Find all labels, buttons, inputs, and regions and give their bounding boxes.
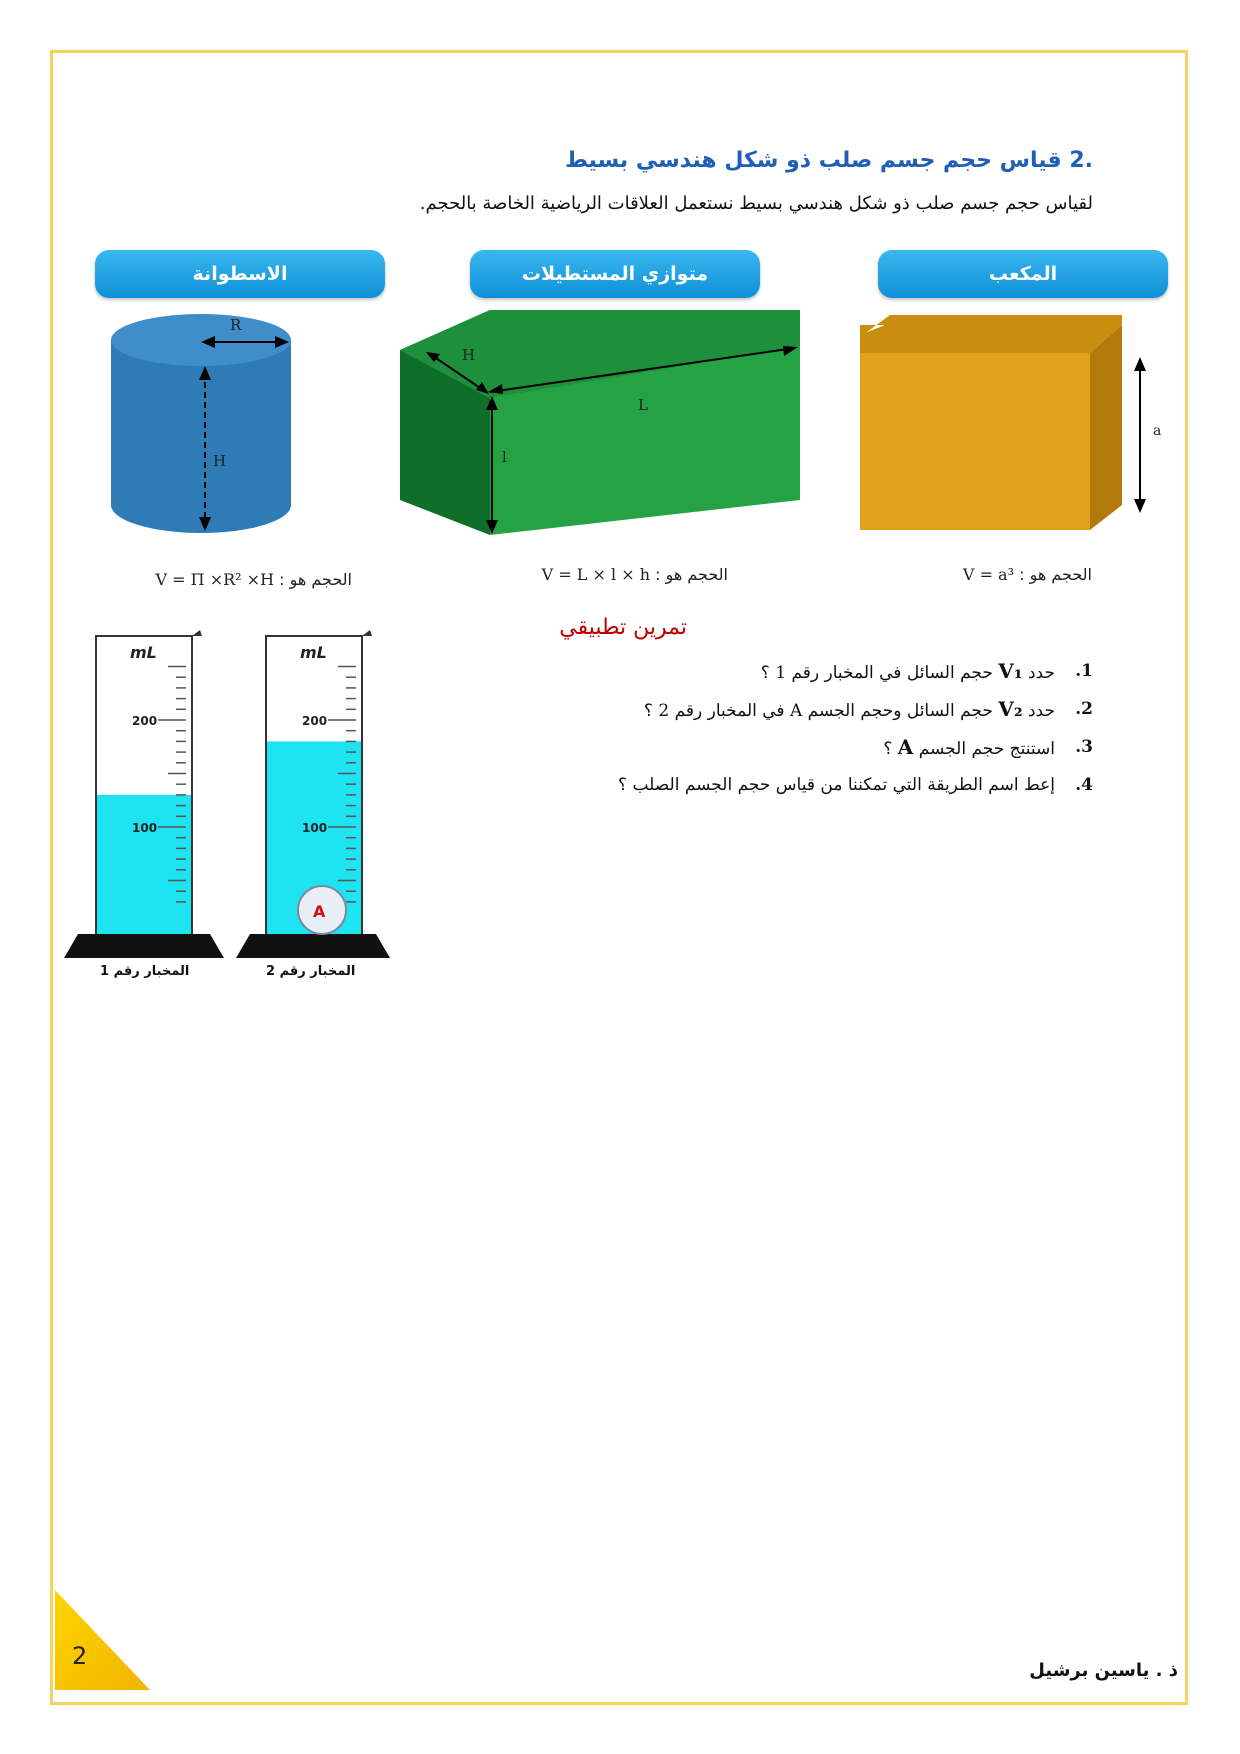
cylinder-1-tick-200: 200 <box>132 714 158 728</box>
cube-figure <box>850 315 1170 545</box>
question-4 <box>533 766 1093 804</box>
cube-formula-text: V = a³ <box>962 565 1015 584</box>
question-text: حدد <box>1027 663 1055 683</box>
page-corner-triangle <box>50 1590 160 1710</box>
page-number: 2 <box>72 1642 88 1670</box>
cylinder-1-caption: المخبار رقم 1 <box>100 964 190 979</box>
cylinder-top <box>111 314 291 366</box>
cuboid-title-pill: متوازي المستطيلات <box>470 250 760 298</box>
cylinder-1 <box>64 630 224 979</box>
exercise-title: تمرين تطبيقي <box>559 615 687 640</box>
section-heading: .2 قياس حجم جسم صلب ذو شكل هندسي بسيط <box>565 148 1093 173</box>
cylinder-title-pill: الاسطوانة <box>95 250 385 298</box>
question-2 <box>533 690 1093 728</box>
cube-formula-label: الحجم هو : <box>1019 565 1092 584</box>
cylinder-1-tick-100: 100 <box>132 821 158 835</box>
cuboid-formula-label: الحجم هو : <box>655 565 728 584</box>
cuboid-length-label: L <box>638 396 648 414</box>
cylinder-1-base <box>64 934 224 958</box>
cube-side-face <box>1090 325 1122 530</box>
cylinder-formula-label: الحجم هو : <box>279 570 352 589</box>
cuboid-figure <box>400 310 810 540</box>
cylinder-2-tick-200: 200 <box>302 714 328 728</box>
question-text: حجم السائل في المخبار رقم 1 ؟ <box>760 663 993 683</box>
question-3 <box>533 728 1093 766</box>
cylinder-body <box>111 340 291 533</box>
cylinder-1-unit: mL <box>130 643 157 662</box>
cube-edge-label: a <box>1153 423 1162 439</box>
cylinder-2-tick-100: 100 <box>302 821 328 835</box>
question-text: حدد <box>1027 701 1055 721</box>
question-text: استنتج حجم الجسم <box>918 739 1055 759</box>
question-variable: V₂ <box>998 697 1023 721</box>
cylinder-2-unit: mL <box>300 643 327 662</box>
cylinder-radius-label: R <box>230 316 242 334</box>
question-list <box>533 652 1093 804</box>
question-number: 4. <box>1075 775 1093 795</box>
cuboid-width-label: l <box>502 448 507 466</box>
cylinder-height-label: H <box>213 452 227 470</box>
author-name: ذ . ياسين برشيل <box>1029 1660 1178 1681</box>
cylinder-2 <box>236 630 390 979</box>
object-a-label: A <box>313 902 326 921</box>
question-1 <box>533 652 1093 690</box>
cube-formula <box>963 565 1092 584</box>
cylinder-formula <box>156 570 352 589</box>
cube-title-pill: المكعب <box>878 250 1168 298</box>
question-text: ؟ <box>883 739 893 759</box>
cylinder-2-caption: المخبار رقم 2 <box>266 964 356 979</box>
question-variable: A <box>897 735 914 759</box>
cube-front-face <box>860 353 1090 530</box>
question-number: 1. <box>1075 661 1093 681</box>
question-number: 2. <box>1075 699 1093 719</box>
cylinder-figure <box>105 310 305 540</box>
question-text: حجم السائل وحجم الجسم A في المخبار رقم 2 ؟ <box>643 701 993 721</box>
graduated-cylinders-figure <box>60 630 400 990</box>
cuboid-formula-text: V = L × l × h <box>541 565 651 584</box>
cylinder-formula-text: V = Π ×R² ×H <box>155 570 275 589</box>
cuboid-depth-label: H <box>462 346 476 364</box>
question-text: إعط اسم الطريقة التي تمكننا من قياس حجم الجسم الصلب ؟ <box>618 775 1055 795</box>
question-variable: V₁ <box>998 659 1023 683</box>
cuboid-formula <box>542 565 728 584</box>
section-intro: لقياس حجم جسم صلب ذو شكل هندسي بسيط نستعمل العلاقات الرياضية الخاصة بالحجم. <box>419 193 1093 214</box>
question-number: 3. <box>1075 737 1093 757</box>
cylinder-2-base <box>236 934 390 958</box>
